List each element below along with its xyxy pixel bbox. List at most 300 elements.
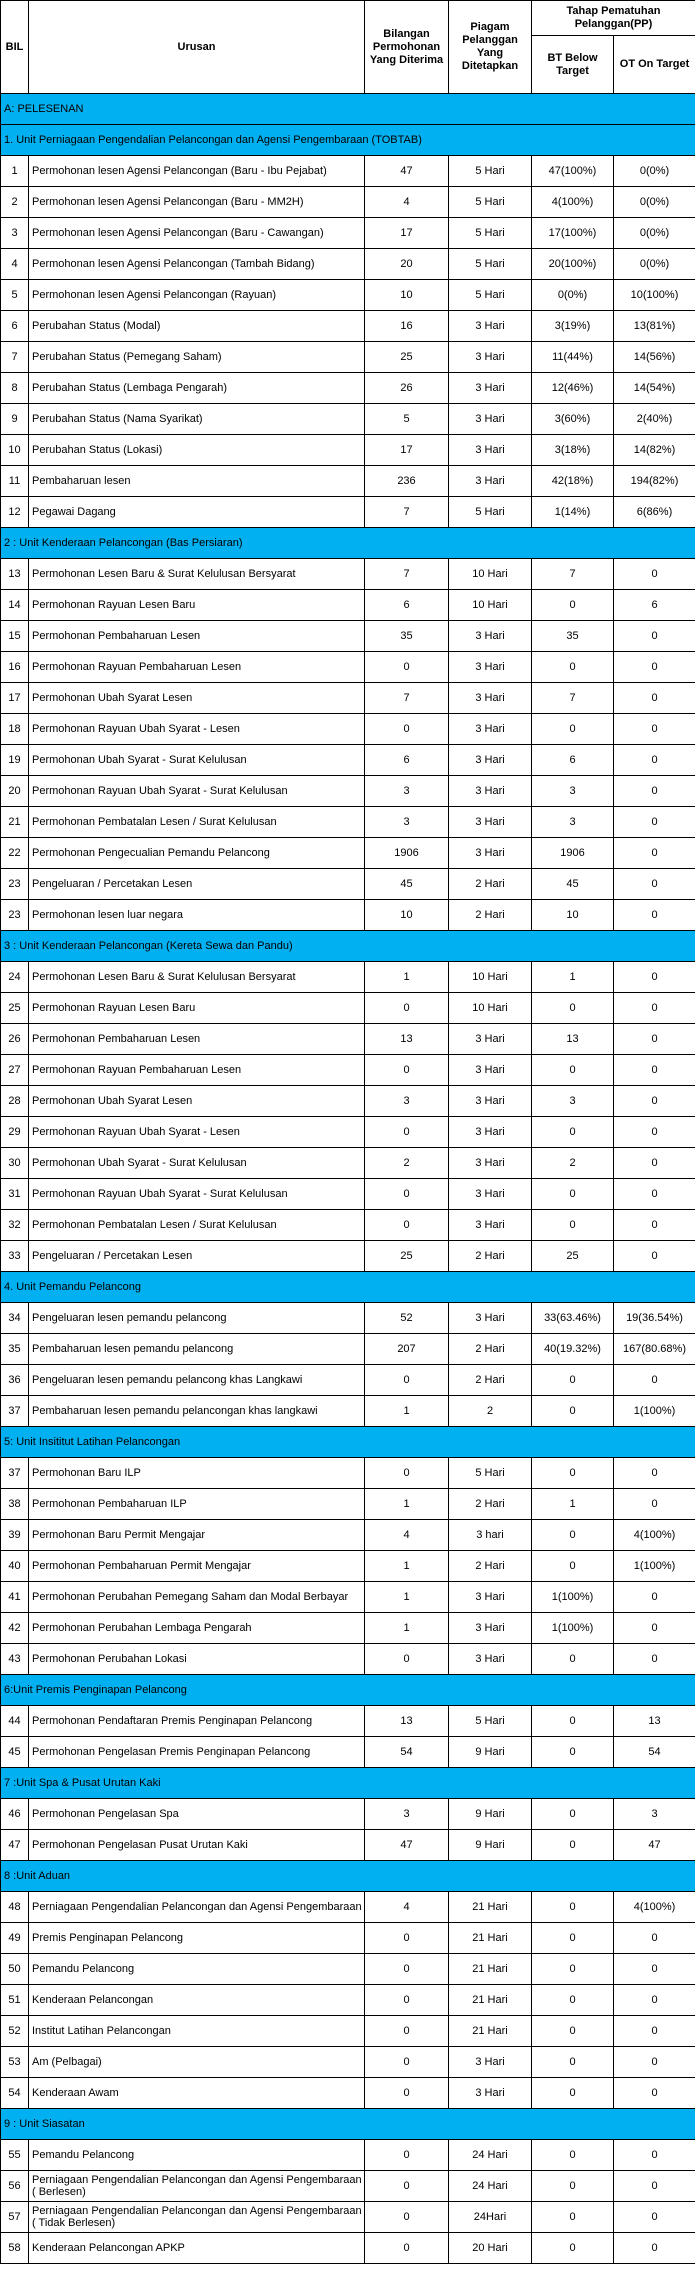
piagam-cell: 3 Hari (449, 1055, 532, 1086)
bil-cell: 33 (1, 1241, 29, 1272)
ot-cell: 0 (614, 683, 695, 714)
piagam-cell: 3 Hari (449, 1582, 532, 1613)
ot-cell: 10(100%) (614, 280, 695, 311)
piagam-cell: 3 Hari (449, 1179, 532, 1210)
piagam-cell: 21 Hari (449, 1892, 532, 1923)
bt-cell: 0 (532, 1923, 614, 1954)
bt-cell: 3(19%) (532, 311, 614, 342)
bt-cell: 0 (532, 2047, 614, 2078)
bil-cell: 39 (1, 1520, 29, 1551)
bt-cell: 0 (532, 1458, 614, 1489)
urusan-cell: Permohonan Ubah Syarat - Surat Kelulusan (29, 1148, 365, 1179)
bil-cell: 1 (1, 156, 29, 187)
bilangan-cell: 0 (365, 1055, 449, 1086)
urusan-cell: Permohonan Pengecualian Pemandu Pelancong (29, 838, 365, 869)
bilangan-cell: 7 (365, 497, 449, 528)
urusan-cell: Permohonan Rayuan Pembaharuan Lesen (29, 652, 365, 683)
ot-cell: 0(0%) (614, 187, 695, 218)
bilangan-cell: 3 (365, 1086, 449, 1117)
urusan-cell: Pengeluaran / Percetakan Lesen (29, 869, 365, 900)
urusan-cell: Permohonan Rayuan Ubah Syarat - Lesen (29, 714, 365, 745)
ot-cell: 167(80.68%) (614, 1334, 695, 1365)
bilangan-cell: 54 (365, 1737, 449, 1768)
urusan-cell: Permohonan Ubah Syarat - Surat Kelulusan (29, 745, 365, 776)
table-row (1, 1706, 695, 1737)
bil-cell: 29 (1, 1117, 29, 1148)
ot-cell: 0 (614, 2171, 695, 2202)
section-title: 4. Unit Pemandu Pelancong (1, 1272, 695, 1303)
ot-cell: 0 (614, 962, 695, 993)
urusan-cell: Permohonan Rayuan Lesen Baru (29, 590, 365, 621)
piagam-cell: 21 Hari (449, 1923, 532, 1954)
bil-cell: 4 (1, 249, 29, 280)
table-row (1, 1086, 695, 1117)
bilangan-cell: 0 (365, 652, 449, 683)
section-title: 1. Unit Perniagaan Pengendalian Pelancongan dan Agensi Pengembaraan (TOBTAB) (1, 125, 695, 156)
bil-cell: 30 (1, 1148, 29, 1179)
urusan-cell: Pembaharuan lesen pemandu pelancong (29, 1334, 365, 1365)
urusan-cell: Permohonan Pendaftaran Premis Penginapan Pelancong (29, 1706, 365, 1737)
urusan-cell: Pengeluaran / Percetakan Lesen (29, 1241, 365, 1272)
urusan-cell: Permohonan Pembaharuan Lesen (29, 1024, 365, 1055)
bt-cell: 0(0%) (532, 280, 614, 311)
piagam-cell: 3 Hari (449, 1210, 532, 1241)
urusan-cell: Permohonan Pembaharuan Permit Mengajar (29, 1551, 365, 1582)
bt-cell: 0 (532, 2140, 614, 2171)
bil-cell: 10 (1, 435, 29, 466)
header-bilangan: Bilangan Permohonan Yang Diterima (365, 1, 449, 94)
ot-cell: 47 (614, 1830, 695, 1861)
bilangan-cell: 1 (365, 1396, 449, 1427)
bil-cell: 43 (1, 1644, 29, 1675)
bilangan-cell: 0 (365, 2202, 449, 2233)
urusan-cell: Premis Penginapan Pelancong (29, 1923, 365, 1954)
urusan-cell: Permohonan Perubahan Lokasi (29, 1644, 365, 1675)
header-piagam: Piagam Pelanggan Yang Ditetapkan (449, 1, 532, 94)
ot-cell: 0 (614, 1365, 695, 1396)
piagam-cell: 2 (449, 1396, 532, 1427)
urusan-cell: Perniagaan Pengendalian Pelancongan dan Agensi Pengembaraan (29, 1892, 365, 1923)
section-title: 5: Unit Insititut Latihan Pelancongan (1, 1427, 695, 1458)
piagam-cell: 2 Hari (449, 1241, 532, 1272)
urusan-cell: Permohonan Ubah Syarat Lesen (29, 1086, 365, 1117)
urusan-cell: Permohonan Pembatalan Lesen / Surat Kelulusan (29, 1210, 365, 1241)
urusan-cell: Pengeluaran lesen pemandu pelancong (29, 1303, 365, 1334)
piagam-cell: 3 Hari (449, 807, 532, 838)
bt-cell: 3 (532, 807, 614, 838)
section-title: 6:Unit Premis Penginapan Pelancong (1, 1675, 695, 1706)
urusan-cell: Permohonan Pengelasan Pusat Urutan Kaki (29, 1830, 365, 1861)
table-row (1, 1954, 695, 1985)
ot-cell: 0 (614, 745, 695, 776)
ot-cell: 0 (614, 1055, 695, 1086)
piagam-cell: 5 Hari (449, 280, 532, 311)
ot-cell: 6(86%) (614, 497, 695, 528)
bt-cell: 0 (532, 2233, 614, 2264)
ot-cell: 4(100%) (614, 1520, 695, 1551)
ot-cell: 14(54%) (614, 373, 695, 404)
bilangan-cell: 1 (365, 1613, 449, 1644)
urusan-cell: Perubahan Status (Pemegang Saham) (29, 342, 365, 373)
piagam-cell: 21 Hari (449, 1985, 532, 2016)
table-row (1, 807, 695, 838)
piagam-cell: 2 Hari (449, 1365, 532, 1396)
ot-cell: 0 (614, 900, 695, 931)
urusan-cell: Permohonan lesen Agensi Pelancongan (Baru - MM2H) (29, 187, 365, 218)
bilangan-cell: 0 (365, 2047, 449, 2078)
urusan-cell: Perubahan Status (Modal) (29, 311, 365, 342)
piagam-cell: 3 Hari (449, 311, 532, 342)
table-row (1, 1210, 695, 1241)
bt-cell: 0 (532, 1954, 614, 1985)
bt-cell: 0 (532, 1799, 614, 1830)
piagam-cell: 21 Hari (449, 2016, 532, 2047)
table-row (1, 559, 695, 590)
table-row (1, 683, 695, 714)
bt-cell: 3 (532, 776, 614, 807)
bil-cell: 38 (1, 1489, 29, 1520)
table-row (1, 652, 695, 683)
bil-cell: 32 (1, 1210, 29, 1241)
bil-cell: 58 (1, 2233, 29, 2264)
piagam-cell: 3 Hari (449, 1024, 532, 1055)
urusan-cell: Permohonan Lesen Baru & Surat Kelulusan Bersyarat (29, 559, 365, 590)
urusan-cell: Institut Latihan Pelancongan (29, 2016, 365, 2047)
table-row (1, 1830, 695, 1861)
ot-cell: 0(0%) (614, 156, 695, 187)
piagam-cell: 5 Hari (449, 187, 532, 218)
table-body (1, 94, 695, 2264)
urusan-cell: Permohonan Rayuan Lesen Baru (29, 993, 365, 1024)
section-header (1, 125, 695, 156)
bt-cell: 12(46%) (532, 373, 614, 404)
table-row (1, 2078, 695, 2109)
bilangan-cell: 35 (365, 621, 449, 652)
bilangan-cell: 0 (365, 1954, 449, 1985)
table-row (1, 1055, 695, 1086)
bil-cell: 16 (1, 652, 29, 683)
urusan-cell: Kenderaan Pelancongan (29, 1985, 365, 2016)
bilangan-cell: 17 (365, 218, 449, 249)
bilangan-cell: 3 (365, 807, 449, 838)
urusan-cell: Permohonan Perubahan Pemegang Saham dan Modal Berbayar (29, 1582, 365, 1613)
bt-cell: 0 (532, 1210, 614, 1241)
bilangan-cell: 0 (365, 1985, 449, 2016)
bilangan-cell: 1906 (365, 838, 449, 869)
urusan-cell: Permohonan Pengelasan Spa (29, 1799, 365, 1830)
urusan-cell: Permohonan lesen luar negara (29, 900, 365, 931)
section-title: 8 :Unit Aduan (1, 1861, 695, 1892)
ot-cell: 0(0%) (614, 249, 695, 280)
bilangan-cell: 10 (365, 280, 449, 311)
table-row (1, 2233, 695, 2264)
bilangan-cell: 4 (365, 1892, 449, 1923)
bilangan-cell: 45 (365, 869, 449, 900)
bil-cell: 37 (1, 1458, 29, 1489)
bil-cell: 34 (1, 1303, 29, 1334)
bt-cell: 0 (532, 1179, 614, 1210)
table-row (1, 466, 695, 497)
ot-cell: 0 (614, 2016, 695, 2047)
bt-cell: 42(18%) (532, 466, 614, 497)
table-row (1, 1799, 695, 1830)
piagam-cell: 5 Hari (449, 1458, 532, 1489)
ot-cell: 4(100%) (614, 1892, 695, 1923)
bilangan-cell: 17 (365, 435, 449, 466)
bilangan-cell: 20 (365, 249, 449, 280)
bilangan-cell: 26 (365, 373, 449, 404)
bt-cell: 0 (532, 590, 614, 621)
piagam-cell: 3 Hari (449, 342, 532, 373)
ot-cell: 0 (614, 2202, 695, 2233)
table-row (1, 218, 695, 249)
ot-cell: 0 (614, 1985, 695, 2016)
ot-cell: 0 (614, 2078, 695, 2109)
bil-cell: 13 (1, 559, 29, 590)
bilangan-cell: 4 (365, 1520, 449, 1551)
ot-cell: 0 (614, 776, 695, 807)
urusan-cell: Permohonan Rayuan Ubah Syarat - Surat Kelulusan (29, 776, 365, 807)
bilangan-cell: 6 (365, 745, 449, 776)
urusan-cell: Permohonan lesen Agensi Pelancongan (Tambah Bidang) (29, 249, 365, 280)
table-row (1, 1179, 695, 1210)
bilangan-cell: 0 (365, 1458, 449, 1489)
piagam-cell: 3 Hari (449, 838, 532, 869)
urusan-cell: Perniagaan Pengendalian Pelancongan dan Agensi Pengembaraan ( Tidak Berlesen) (29, 2202, 365, 2233)
bt-cell: 0 (532, 1520, 614, 1551)
urusan-cell: Permohonan Lesen Baru & Surat Kelulusan Bersyarat (29, 962, 365, 993)
bil-cell: 7 (1, 342, 29, 373)
ot-cell: 0 (614, 1582, 695, 1613)
urusan-cell: Pembaharuan lesen pemandu pelancongan khas langkawi (29, 1396, 365, 1427)
bilangan-cell: 2 (365, 1148, 449, 1179)
ot-cell: 0 (614, 621, 695, 652)
bilangan-cell: 47 (365, 156, 449, 187)
ot-cell: 6 (614, 590, 695, 621)
table-row (1, 249, 695, 280)
bil-cell: 42 (1, 1613, 29, 1644)
bil-cell: 53 (1, 2047, 29, 2078)
bt-cell: 0 (532, 714, 614, 745)
urusan-cell: Permohonan Baru Permit Mengajar (29, 1520, 365, 1551)
table-row (1, 993, 695, 1024)
bil-cell: 17 (1, 683, 29, 714)
piagam-cell: 3 Hari (449, 683, 532, 714)
bt-cell: 0 (532, 2171, 614, 2202)
ot-cell: 0 (614, 714, 695, 745)
table-row (1, 280, 695, 311)
piagam-cell: 5 Hari (449, 249, 532, 280)
bilangan-cell: 0 (365, 1117, 449, 1148)
header-ot: OT On Target (614, 36, 695, 94)
ot-cell: 54 (614, 1737, 695, 1768)
bt-cell: 0 (532, 2016, 614, 2047)
bt-cell: 13 (532, 1024, 614, 1055)
piagam-cell: 21 Hari (449, 1954, 532, 1985)
table-row (1, 187, 695, 218)
section-title: 7 :Unit Spa & Pusat Urutan Kaki (1, 1768, 695, 1799)
bil-cell: 23 (1, 900, 29, 931)
section-header (1, 1427, 695, 1458)
bt-cell: 2 (532, 1148, 614, 1179)
urusan-cell: Permohonan Rayuan Ubah Syarat - Surat Kelulusan (29, 1179, 365, 1210)
bt-cell: 6 (532, 745, 614, 776)
ot-cell: 0 (614, 652, 695, 683)
piagam-cell: 10 Hari (449, 559, 532, 590)
ot-cell: 0 (614, 1489, 695, 1520)
ot-cell: 0 (614, 1086, 695, 1117)
piagam-cell: 5 Hari (449, 1706, 532, 1737)
bt-cell: 40(19.32%) (532, 1334, 614, 1365)
piagam-cell: 3 Hari (449, 2047, 532, 2078)
bilangan-cell: 0 (365, 1210, 449, 1241)
bil-cell: 28 (1, 1086, 29, 1117)
bt-cell: 1(14%) (532, 497, 614, 528)
bil-cell: 54 (1, 2078, 29, 2109)
bt-cell: 1 (532, 1489, 614, 1520)
ot-cell: 0 (614, 1613, 695, 1644)
bt-cell: 33(63.46%) (532, 1303, 614, 1334)
section-header (1, 528, 695, 559)
piagam-cell: 2 Hari (449, 869, 532, 900)
bilangan-cell: 3 (365, 776, 449, 807)
piagam-cell: 3 Hari (449, 1613, 532, 1644)
table-row (1, 342, 695, 373)
bilangan-cell: 10 (365, 900, 449, 931)
bilangan-cell: 0 (365, 1923, 449, 1954)
bil-cell: 55 (1, 2140, 29, 2171)
piagam-cell: 2 Hari (449, 1489, 532, 1520)
bt-cell: 11(44%) (532, 342, 614, 373)
bil-cell: 37 (1, 1396, 29, 1427)
table-row (1, 838, 695, 869)
bilangan-cell: 6 (365, 590, 449, 621)
bt-cell: 25 (532, 1241, 614, 1272)
bt-cell: 0 (532, 1644, 614, 1675)
ot-cell: 0 (614, 1148, 695, 1179)
bilangan-cell: 1 (365, 1582, 449, 1613)
bil-cell: 35 (1, 1334, 29, 1365)
bt-cell: 17(100%) (532, 218, 614, 249)
section-title: 2 : Unit Kenderaan Pelancongan (Bas Persiaran) (1, 528, 695, 559)
ot-cell: 0 (614, 1210, 695, 1241)
ot-cell: 14(56%) (614, 342, 695, 373)
bil-cell: 14 (1, 590, 29, 621)
table-row (1, 2140, 695, 2171)
bt-cell: 1906 (532, 838, 614, 869)
bilangan-cell: 5 (365, 404, 449, 435)
urusan-cell: Permohonan Ubah Syarat Lesen (29, 683, 365, 714)
ot-cell: 0 (614, 1179, 695, 1210)
bilangan-cell: 0 (365, 993, 449, 1024)
header-bt: BT Below Target (532, 36, 614, 94)
ot-cell: 0 (614, 559, 695, 590)
bt-cell: 0 (532, 1117, 614, 1148)
bilangan-cell: 3 (365, 1799, 449, 1830)
table-row (1, 1303, 695, 1334)
bil-cell: 51 (1, 1985, 29, 2016)
bil-cell: 27 (1, 1055, 29, 1086)
ot-cell: 0 (614, 1923, 695, 1954)
bilangan-cell: 13 (365, 1706, 449, 1737)
urusan-cell: Perubahan Status (Lokasi) (29, 435, 365, 466)
ot-cell: 0 (614, 1954, 695, 1985)
bil-cell: 36 (1, 1365, 29, 1396)
ot-cell: 14(82%) (614, 435, 695, 466)
urusan-cell: Permohonan Baru ILP (29, 1458, 365, 1489)
bt-cell: 10 (532, 900, 614, 931)
table-row (1, 1241, 695, 1272)
bil-cell: 5 (1, 280, 29, 311)
piagam-cell: 24 Hari (449, 2171, 532, 2202)
bt-cell: 0 (532, 1985, 614, 2016)
piagam-cell: 3 Hari (449, 776, 532, 807)
bil-cell: 45 (1, 1737, 29, 1768)
bt-cell: 3(60%) (532, 404, 614, 435)
bt-cell: 0 (532, 1396, 614, 1427)
bil-cell: 40 (1, 1551, 29, 1582)
bil-cell: 6 (1, 311, 29, 342)
piagam-cell: 3 Hari (449, 621, 532, 652)
piagam-cell: 3 Hari (449, 745, 532, 776)
table-row (1, 1737, 695, 1768)
bt-cell: 0 (532, 1737, 614, 1768)
bil-cell: 9 (1, 404, 29, 435)
piagam-cell: 3 Hari (449, 2078, 532, 2109)
section-title: A: PELESENAN (1, 94, 695, 125)
piagam-cell: 3 Hari (449, 466, 532, 497)
bt-cell: 47(100%) (532, 156, 614, 187)
piagam-cell: 24 Hari (449, 2140, 532, 2171)
bil-cell: 26 (1, 1024, 29, 1055)
bil-cell: 47 (1, 1830, 29, 1861)
table-row (1, 1489, 695, 1520)
table-row (1, 1644, 695, 1675)
ot-cell: 0 (614, 1644, 695, 1675)
table-row (1, 373, 695, 404)
section-header (1, 1272, 695, 1303)
piagam-cell: 3 Hari (449, 652, 532, 683)
bilangan-cell: 236 (365, 466, 449, 497)
urusan-cell: Permohonan lesen Agensi Pelancongan (Baru - Cawangan) (29, 218, 365, 249)
bil-cell: 25 (1, 993, 29, 1024)
bil-cell: 57 (1, 2202, 29, 2233)
bt-cell: 1(100%) (532, 1582, 614, 1613)
ot-cell: 194(82%) (614, 466, 695, 497)
ot-cell: 1(100%) (614, 1551, 695, 1582)
urusan-cell: Permohonan Pembaharuan ILP (29, 1489, 365, 1520)
urusan-cell: Perubahan Status (Nama Syarikat) (29, 404, 365, 435)
table-row (1, 1520, 695, 1551)
bil-cell: 15 (1, 621, 29, 652)
table-row (1, 2047, 695, 2078)
bt-cell: 20(100%) (532, 249, 614, 280)
urusan-cell: Permohonan Pembatalan Lesen / Surat Kelulusan (29, 807, 365, 838)
bilangan-cell: 1 (365, 1551, 449, 1582)
section-header (1, 1768, 695, 1799)
bil-cell: 46 (1, 1799, 29, 1830)
bt-cell: 0 (532, 1055, 614, 1086)
header-bil: BIL (1, 1, 29, 94)
table-row (1, 1365, 695, 1396)
bil-cell: 31 (1, 1179, 29, 1210)
bilangan-cell: 13 (365, 1024, 449, 1055)
urusan-cell: Permohonan Perubahan Lembaga Pengarah (29, 1613, 365, 1644)
bil-cell: 18 (1, 714, 29, 745)
urusan-cell: Kenderaan Awam (29, 2078, 365, 2109)
table-row (1, 156, 695, 187)
ot-cell: 0 (614, 1117, 695, 1148)
